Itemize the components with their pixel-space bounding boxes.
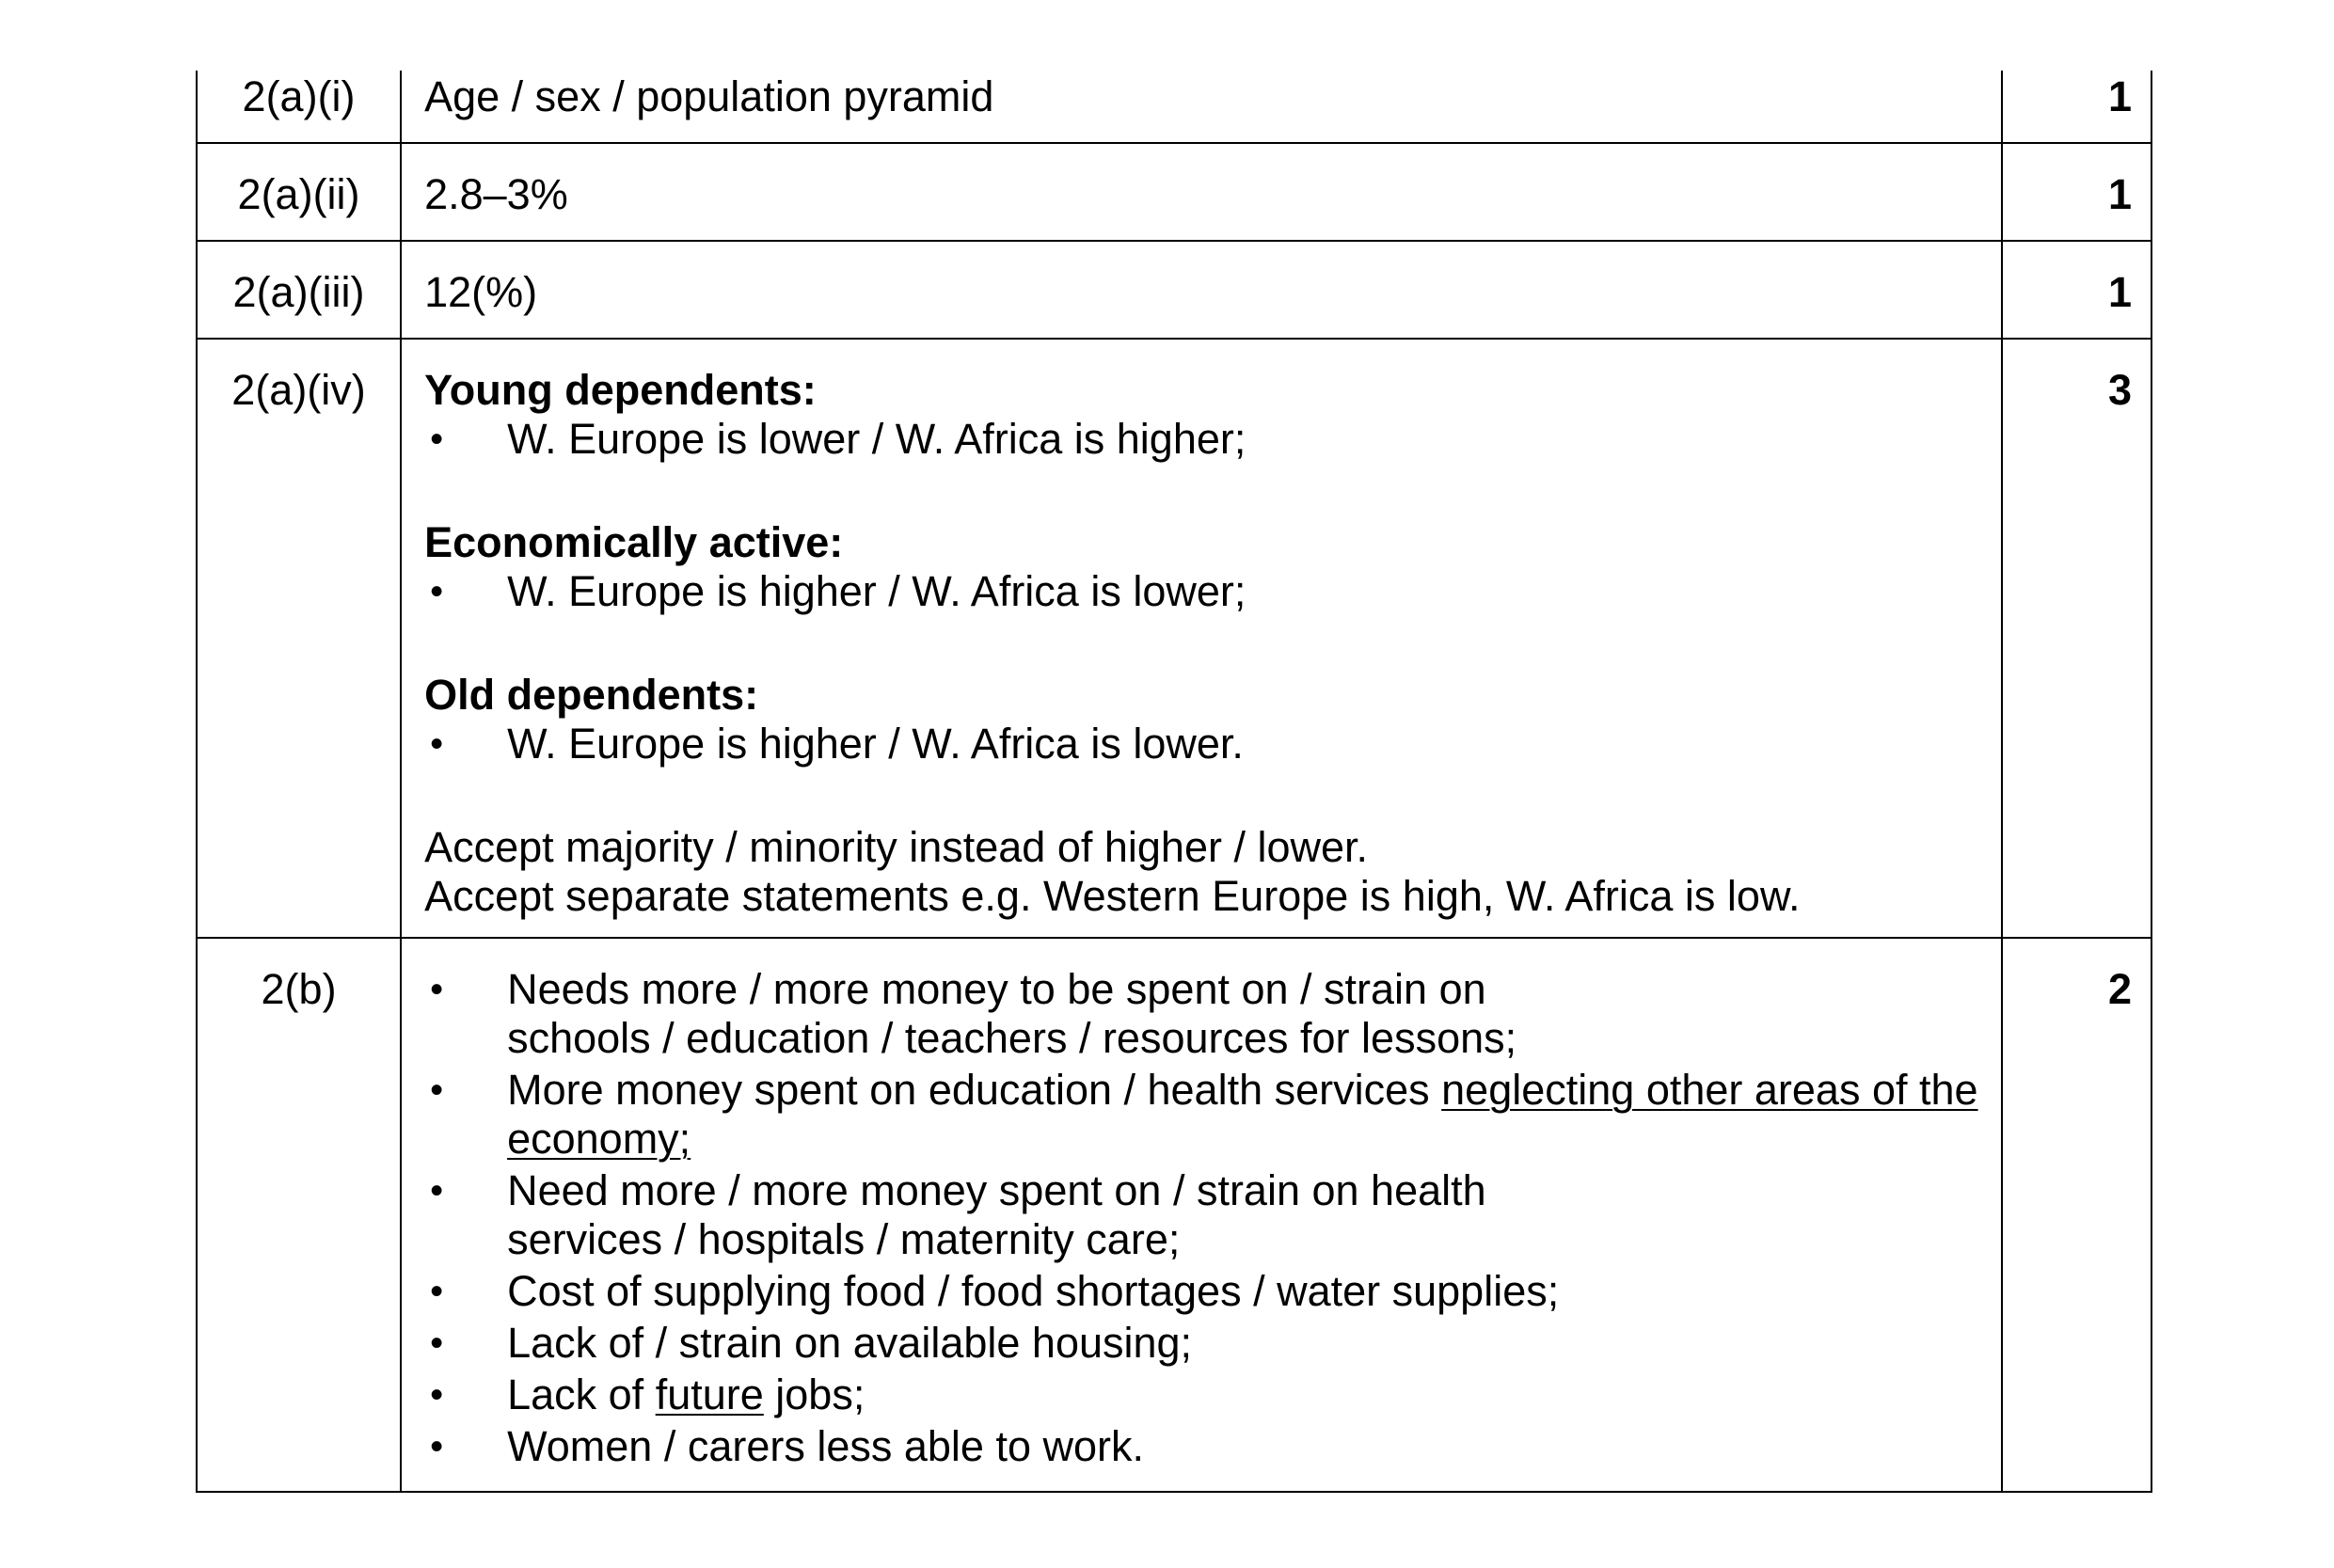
question-number: 2(a)(i) — [197, 71, 401, 143]
answer-text: 12(%) — [401, 241, 2002, 339]
bullet-list — [424, 720, 1980, 768]
question-number: 2(a)(iii) — [197, 241, 401, 339]
section-heading: Economically active: — [424, 518, 844, 566]
bullet-text: W. Europe is lower / W. Africa is higher; — [507, 415, 1246, 463]
bullet-text: Needs more / more money to be spent on / strain on — [507, 965, 1486, 1013]
underlined-text: neglecting other areas of the economy; — [507, 1066, 1978, 1163]
bullet-text: Women / carers less able to work. — [507, 1422, 1145, 1470]
marks-value: 1 — [2002, 143, 2151, 241]
section-heading: Young dependents: — [424, 366, 817, 414]
bullet-text: Lack of — [507, 1370, 656, 1418]
list-item — [424, 1066, 1980, 1164]
table-row — [197, 339, 2151, 938]
table-row — [197, 143, 2151, 241]
list-item — [424, 567, 1980, 616]
bullet-icon: • — [430, 1271, 444, 1312]
bullet-icon: • — [430, 419, 444, 460]
list-item — [424, 1166, 1980, 1264]
table-row — [197, 71, 2151, 143]
list-item — [424, 965, 1980, 1063]
bullet-icon: • — [430, 1170, 444, 1212]
bullet-list — [424, 965, 1980, 1471]
underlined-text: future — [655, 1370, 764, 1418]
list-item — [424, 415, 1980, 464]
bullet-text: Cost of supplying food / food shortages / water supplies; — [507, 1267, 1560, 1315]
bullet-icon: • — [430, 723, 444, 765]
answer-text: 2.8–3% — [401, 143, 2002, 241]
question-number: 2(b) — [197, 938, 401, 1492]
bullet-text: W. Europe is higher / W. Africa is lower; — [507, 567, 1246, 615]
list-item — [424, 1319, 1980, 1368]
question-number: 2(a)(iv) — [197, 339, 401, 938]
bullet-icon: • — [430, 1069, 444, 1111]
answer-cell — [401, 339, 2002, 938]
section-heading: Old dependents: — [424, 671, 759, 719]
bullet-icon: • — [430, 1374, 444, 1416]
bullet-text: Lack of / strain on available housing; — [507, 1319, 1193, 1367]
bullet-text: More money spent on education / health services — [507, 1066, 1442, 1114]
bullet-icon: • — [430, 969, 444, 1010]
marks-value: 1 — [2002, 71, 2151, 143]
bullet-text: services / hospitals / maternity care; — [507, 1215, 1181, 1263]
answer-cell — [401, 938, 2002, 1492]
marks-value: 1 — [2002, 241, 2151, 339]
list-item — [424, 1370, 1980, 1419]
bullet-icon: • — [430, 571, 444, 612]
question-number: 2(a)(ii) — [197, 143, 401, 241]
list-item — [424, 1267, 1980, 1316]
mark-scheme-table — [196, 71, 2152, 1493]
answer-text: Age / sex / population pyramid — [401, 71, 2002, 143]
table-row — [197, 938, 2151, 1492]
marks-value: 2 — [2002, 938, 2151, 1492]
bullet-list — [424, 415, 1980, 464]
bullet-text: Need more / more money spent on / strain on health — [507, 1166, 1486, 1214]
bullet-icon: • — [430, 1323, 444, 1364]
bullet-icon: • — [430, 1426, 444, 1467]
table-row — [197, 241, 2151, 339]
list-item — [424, 720, 1980, 768]
bullet-text: W. Europe is higher / W. Africa is lower. — [507, 720, 1244, 768]
bullet-text: schools / education / teachers / resources for lessons; — [507, 1014, 1517, 1062]
note-text: Accept majority / minority instead of higher / lower. — [424, 823, 1369, 871]
bullet-text: jobs; — [763, 1370, 865, 1418]
list-item — [424, 1422, 1980, 1471]
bullet-list — [424, 567, 1980, 616]
marks-value: 3 — [2002, 339, 2151, 938]
note-text: Accept separate statements e.g. Western Europe is high, W. Africa is low. — [424, 872, 1801, 920]
